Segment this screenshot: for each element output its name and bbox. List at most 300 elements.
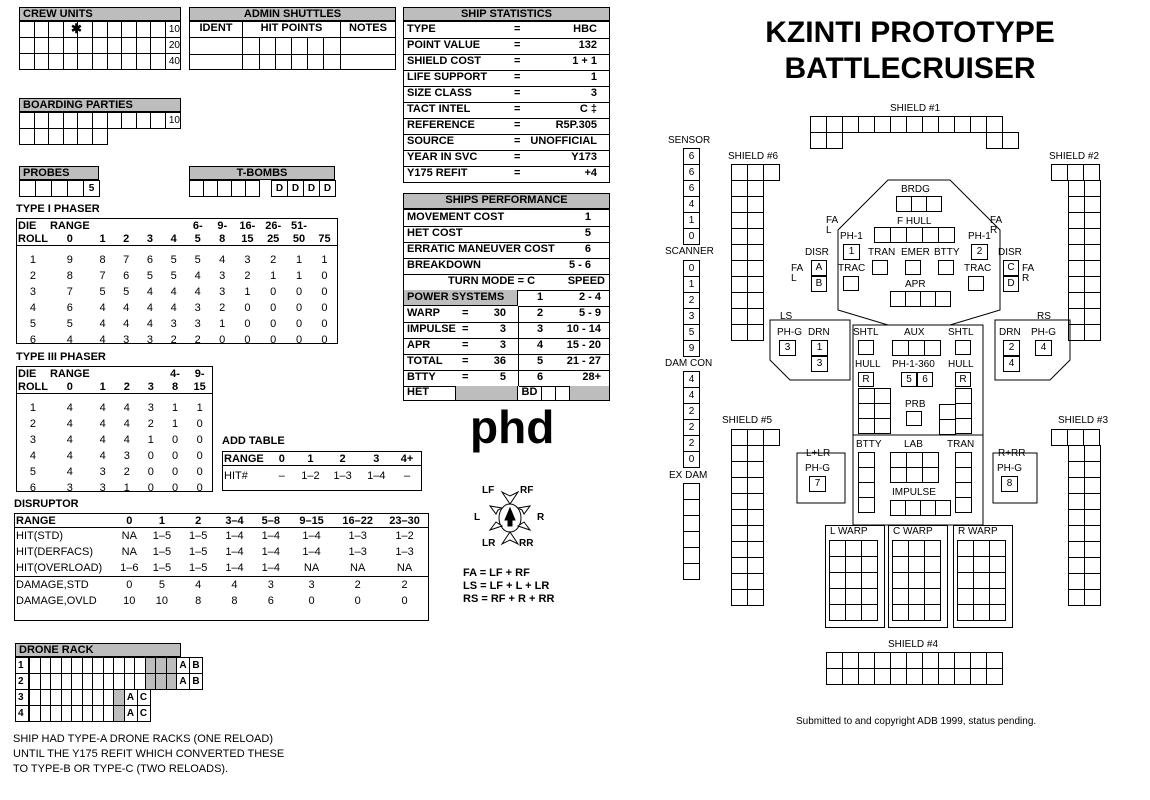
battery-lower-box[interactable]	[858, 467, 875, 483]
tractor-right-label: TRAC	[964, 263, 992, 274]
drone-3[interactable]: 3	[811, 356, 828, 372]
table-cell: 4	[194, 286, 201, 298]
table-cell: 4	[123, 302, 130, 314]
table-cell: 0	[270, 334, 277, 346]
table-cell: 1–3	[348, 546, 367, 558]
table-cell: 4	[66, 334, 73, 346]
table-cell: NA	[396, 562, 413, 574]
table-cell: 5	[194, 254, 201, 266]
hull-left-box[interactable]	[874, 418, 891, 434]
table-header-cell: 16-	[239, 219, 256, 232]
hull-left-r[interactable]: R	[858, 372, 874, 387]
center-warp-box[interactable]	[892, 588, 909, 605]
equals-sign: =	[514, 151, 521, 163]
table-header-cell: 5–8	[261, 514, 280, 527]
shuttle-left-label: SHTL	[853, 327, 879, 338]
type3-phaser-title: TYPE III PHASER	[16, 351, 106, 363]
boarding-parties-header: BOARDING PARTIES	[19, 98, 181, 112]
right-warp-box[interactable]	[989, 540, 1006, 557]
ship-stat-key: LIFE SUPPORT	[407, 71, 488, 83]
phaser-g-left-label: PH-G	[777, 327, 802, 338]
table-cell: 4	[194, 270, 201, 282]
right-warp-box[interactable]	[989, 572, 1006, 589]
table-cell: 0	[244, 334, 251, 346]
table-header-cell: 50	[292, 232, 306, 245]
transporter-box[interactable]	[872, 260, 888, 275]
table-cell: NA	[303, 562, 320, 574]
tbomb-dummy[interactable]: D	[287, 180, 304, 197]
right-warp-box[interactable]	[957, 556, 974, 573]
right-warp-box[interactable]	[973, 572, 990, 589]
tractor-left-label: TRAC	[838, 263, 866, 274]
aux-control-box[interactable]	[908, 340, 925, 356]
center-warp-box[interactable]	[908, 540, 925, 557]
ship-stat-key: POINT VALUE	[407, 39, 481, 51]
apr-box[interactable]	[920, 291, 936, 307]
scanner-box[interactable]: 0	[683, 260, 700, 277]
left-warp-box[interactable]	[845, 540, 862, 557]
impulse-box[interactable]	[905, 500, 921, 516]
drone-type-tag: A	[176, 673, 190, 690]
lab-box[interactable]	[922, 467, 939, 483]
drone-1[interactable]: 1	[811, 340, 828, 356]
table-header-cell: RANGE	[49, 219, 90, 232]
crew-row-label: 20	[165, 37, 181, 54]
table-cell: 4	[99, 450, 106, 462]
hull-left-box[interactable]	[874, 403, 891, 419]
aux-control-box[interactable]	[924, 340, 941, 356]
table-cell: 8	[99, 254, 106, 266]
table-header-cell: 15	[241, 232, 254, 245]
table-cell: 0	[171, 482, 179, 494]
battery-lower-box[interactable]	[858, 482, 875, 498]
table-cell: 1	[270, 270, 277, 282]
table-cell: 3	[194, 318, 201, 330]
table-cell: 8	[66, 270, 73, 282]
damage-control-box[interactable]: 2	[683, 419, 700, 436]
emergency-bridge-label: EMER	[901, 247, 930, 258]
impulse-box[interactable]	[890, 500, 906, 516]
table-cell: 0	[196, 434, 203, 446]
table-cell: 3	[244, 254, 251, 266]
drone-4[interactable]: 4	[1003, 356, 1020, 372]
shuttle-right-box[interactable]	[955, 340, 971, 355]
table-cell: 6	[29, 334, 37, 346]
table-header-cell: 0	[66, 380, 73, 393]
transporter-lower-box[interactable]	[955, 467, 972, 483]
table-cell: 3	[194, 302, 201, 314]
table-cell: 3	[308, 579, 315, 591]
table-cell: 4	[66, 434, 73, 446]
bridge-box[interactable]	[911, 196, 927, 212]
hull-right-box[interactable]	[939, 404, 956, 420]
table-cell: 4	[66, 418, 73, 430]
table-cell: 1–4	[302, 546, 321, 558]
transporter-label: TRAN	[868, 247, 896, 258]
table-cell: 7	[66, 286, 73, 298]
table-cell: 4	[146, 302, 153, 314]
left-warp-box[interactable]	[829, 540, 846, 557]
right-warp-box[interactable]	[957, 572, 974, 589]
table-header-cell: 1	[99, 232, 106, 245]
speed-row: 5 21 - 27	[519, 354, 609, 371]
battery-lower-box[interactable]	[858, 497, 875, 513]
compass-label-rf: RF	[520, 485, 534, 496]
right-warp-box[interactable]	[989, 604, 1006, 621]
tbomb-dummy[interactable]: D	[319, 180, 336, 197]
ph1-left-label: PH-1	[840, 231, 863, 242]
tbomb-dummy[interactable]: D	[303, 180, 320, 197]
equals-sign: =	[514, 87, 521, 99]
lab-box[interactable]	[890, 452, 907, 468]
apr-box[interactable]	[905, 291, 921, 307]
center-warp-box[interactable]	[924, 540, 941, 557]
bridge-box[interactable]	[926, 196, 942, 212]
scanner-box[interactable]: 5	[683, 324, 700, 341]
probe-launcher-box[interactable]	[906, 411, 922, 426]
transporter-lower-box[interactable]	[955, 497, 972, 513]
table-header-cell: 9-	[217, 219, 228, 232]
center-warp-box[interactable]	[924, 588, 941, 605]
table-cell: 2	[244, 270, 251, 282]
right-warp-box[interactable]	[973, 556, 990, 573]
shield-2-label: SHIELD #2	[1049, 151, 1100, 162]
table-cell: 1–5	[152, 530, 172, 542]
aux-control-box[interactable]	[892, 340, 909, 356]
impulse-box[interactable]	[935, 500, 951, 516]
ls-label: LS	[780, 311, 793, 322]
hull-right-r[interactable]: R	[955, 372, 971, 387]
sensor-box[interactable]: 6	[683, 180, 700, 197]
equals-sign: =	[514, 71, 521, 83]
table-cell: 2	[170, 334, 177, 346]
table-cell: 2	[270, 254, 277, 266]
compass-label-rr: RR	[519, 538, 534, 549]
right-warp-box[interactable]	[957, 540, 974, 557]
table-cell: 5	[66, 318, 73, 330]
equals-sign: =	[514, 55, 521, 67]
hull-left-box[interactable]	[858, 418, 875, 434]
damage-control-box[interactable]: 0	[683, 451, 700, 468]
table-cell: 1–3	[348, 530, 367, 542]
table-cell: DAMAGE,OVLD	[16, 595, 97, 607]
lab-box[interactable]	[922, 452, 939, 468]
table-cell: 1–5	[152, 546, 172, 558]
forward-hull-box[interactable]	[938, 227, 955, 243]
phaser-g-7[interactable]: 7	[809, 476, 826, 492]
table-cell: 1–5	[189, 562, 208, 574]
ship-stat-value: 1	[590, 71, 597, 83]
center-warp-box[interactable]	[908, 572, 925, 589]
damage-control-box[interactable]: 4	[683, 371, 700, 388]
center-warp-box[interactable]	[924, 572, 941, 589]
sensor-box[interactable]: 0	[683, 228, 700, 245]
tractor-left-box[interactable]	[843, 276, 859, 291]
phaser1-left[interactable]: 1	[843, 244, 860, 260]
left-warp-box[interactable]	[829, 572, 846, 589]
center-warp-box[interactable]	[924, 604, 941, 621]
tractor-right-box[interactable]	[968, 276, 984, 291]
disruptor-a[interactable]: A	[811, 260, 827, 276]
ship-title-line-2: BATTLECRUISER	[784, 52, 1036, 85]
table-cell: 4	[66, 466, 73, 478]
left-warp-box[interactable]	[845, 556, 862, 573]
left-warp-box[interactable]	[861, 588, 878, 605]
phaser1-right[interactable]: 2	[971, 244, 988, 260]
disruptor-c[interactable]: C	[1003, 260, 1019, 276]
table-cell: 1	[295, 270, 303, 282]
hull-left-box[interactable]	[858, 403, 875, 419]
disruptor-b[interactable]: B	[811, 276, 827, 292]
transporter-lower-label: TRAN	[947, 439, 975, 450]
center-warp-box[interactable]	[892, 556, 909, 573]
right-warp-box[interactable]	[989, 588, 1006, 605]
table-cell: 0	[196, 466, 203, 478]
left-warp-box[interactable]	[861, 556, 878, 573]
power-row: TOTAL = 36	[404, 354, 518, 371]
scanner-box[interactable]: 1	[683, 276, 700, 293]
disruptor-left-label: DISR	[805, 247, 829, 258]
sensor-box[interactable]: 6	[683, 164, 700, 181]
table-cell: 5	[123, 286, 130, 298]
table-cell: 0	[295, 302, 303, 314]
center-warp-box[interactable]	[892, 572, 909, 589]
left-warp-box[interactable]	[829, 604, 846, 621]
shield-4-label: SHIELD #4	[888, 639, 939, 650]
forward-hull-box[interactable]	[906, 227, 923, 243]
lab-box[interactable]	[890, 467, 907, 483]
hull-left-box[interactable]	[874, 388, 891, 404]
phaser-g-right[interactable]: 4	[1035, 340, 1052, 356]
table-header-cell: RANGE	[16, 514, 56, 527]
crew-units-header: CREW UNITS	[19, 7, 181, 21]
impulse-label: IMPULSE	[892, 487, 936, 498]
phaser-g-left[interactable]: 3	[779, 340, 796, 356]
ship-statistics-header: SHIP STATISTICS	[403, 7, 610, 21]
ship-stat-key: YEAR IN SVC	[407, 151, 478, 163]
bridge-box[interactable]	[896, 196, 912, 212]
battery-lower-box[interactable]	[858, 452, 875, 468]
table-cell: 0	[321, 286, 328, 298]
table-header-cell: 8	[219, 232, 226, 245]
damage-control-label: DAM CON	[665, 358, 713, 369]
table-cell: 2	[354, 579, 361, 591]
table-header-cell: 1	[99, 380, 106, 393]
hull-right-box[interactable]	[955, 418, 972, 434]
left-warp-box[interactable]	[861, 540, 878, 557]
scanner-box[interactable]: 9	[683, 340, 700, 357]
center-warp-box[interactable]	[924, 556, 941, 573]
left-warp-box[interactable]	[829, 588, 846, 605]
sensor-box[interactable]: 6	[683, 148, 700, 165]
battery-box[interactable]	[938, 260, 954, 275]
power-systems-header: POWER SYSTEMS	[404, 290, 518, 306]
table-header-cell: DIE	[18, 219, 37, 232]
table-cell: 4	[146, 318, 153, 330]
lab-box[interactable]	[906, 452, 923, 468]
table-header-cell: 0	[278, 452, 285, 465]
right-warp-box[interactable]	[973, 604, 990, 621]
compass-label-r: R	[537, 512, 545, 523]
performance-row: HET COST 5	[404, 226, 609, 243]
table-header-cell: 2	[339, 452, 346, 465]
equals-sign: =	[514, 167, 521, 179]
right-warp-box[interactable]	[957, 588, 974, 605]
center-warp-box[interactable]	[908, 588, 925, 605]
ship-stat-value: +4	[584, 167, 597, 179]
ship-stat-key: TACT INTEL	[407, 103, 471, 115]
table-cell: DAMAGE,STD	[16, 579, 89, 591]
drone-note-line-1: SHIP HAD TYPE-A DRONE RACKS (ONE RELOAD)	[13, 733, 273, 745]
forward-hull-box[interactable]	[922, 227, 939, 243]
impulse-box[interactable]	[920, 500, 936, 516]
fa-r-side-label: FA R	[1022, 263, 1035, 284]
table-cell: 1–4	[225, 546, 244, 558]
speed-row: 3 10 - 14	[519, 322, 609, 339]
compass-label-lf: LF	[482, 485, 495, 496]
table-header-cell: 0	[66, 232, 73, 245]
table-header-cell: 6-	[192, 219, 203, 232]
table-cell: 4	[219, 254, 226, 266]
table-cell: 4	[29, 302, 37, 314]
equals-sign: =	[514, 23, 521, 35]
table-cell: 0	[147, 466, 154, 478]
left-warp-box[interactable]	[845, 588, 862, 605]
drone-right-label: DRN	[999, 327, 1021, 338]
transporter-lower-box[interactable]	[955, 452, 972, 468]
battery-lower-label: BTTY	[856, 439, 882, 450]
transporter-lower-box[interactable]	[955, 482, 972, 498]
performance-row: ERRATIC MANEUVER COST 6	[404, 242, 609, 259]
apr-box[interactable]	[890, 291, 906, 307]
sensor-box[interactable]: 1	[683, 212, 700, 229]
table-cell: 8	[195, 595, 202, 607]
table-cell: NA	[121, 546, 137, 558]
table-cell: 0	[126, 579, 133, 591]
table-cell: 1	[123, 482, 130, 494]
table-cell: 4	[231, 579, 238, 591]
damage-control-box[interactable]: 2	[683, 435, 700, 452]
drone-type-tag: B	[189, 673, 203, 690]
table-cell: 0	[171, 434, 179, 446]
right-warp-box[interactable]	[973, 540, 990, 557]
center-warp-box[interactable]	[908, 604, 925, 621]
table-cell: 8	[231, 595, 238, 607]
center-warp-box[interactable]	[908, 556, 925, 573]
ph1-right-label: PH-1	[968, 231, 991, 242]
ship-stat-key: SIZE CLASS	[407, 87, 472, 99]
left-warp-box[interactable]	[829, 556, 846, 573]
left-warp-box[interactable]	[861, 572, 878, 589]
phaser-g-8-label: PH-G	[997, 463, 1022, 474]
table-cell: 1–4	[261, 546, 280, 558]
ship-stat-value: UNOFFICIAL	[530, 135, 597, 147]
damage-control-box[interactable]: 2	[683, 403, 700, 420]
table-cell: 0	[147, 450, 154, 462]
table-cell: 5	[146, 270, 153, 282]
right-warp-box[interactable]	[957, 604, 974, 621]
lab-box[interactable]	[906, 467, 923, 483]
table-cell: 6	[29, 482, 37, 494]
table-cell: 1–4	[225, 562, 244, 574]
table-header-cell: 23–30	[389, 514, 420, 527]
table-cell: 1–6	[120, 562, 139, 574]
table-header-cell: RANGE	[49, 367, 90, 380]
shuttle-col-notes: NOTES	[341, 22, 395, 38]
hull-left-box[interactable]	[858, 388, 875, 404]
table-cell: 2	[123, 466, 130, 478]
fa-l-label: FA L	[826, 215, 839, 236]
table-header-cell: 26-	[265, 219, 282, 232]
damage-control-box[interactable]: 4	[683, 387, 700, 404]
table-cell: 4	[99, 318, 106, 330]
table-header-cell: 3	[146, 232, 153, 245]
forward-hull-box[interactable]	[890, 227, 907, 243]
scanner-box[interactable]: 2	[683, 292, 700, 309]
left-warp-box[interactable]	[845, 572, 862, 589]
ship-stat-value: R5P.305	[555, 119, 597, 131]
sensor-box[interactable]: 4	[683, 196, 700, 213]
table-header-cell: 9-	[194, 367, 205, 380]
table-cell: 4	[29, 450, 37, 462]
table-cell: 0	[401, 595, 408, 607]
table-cell: 4	[123, 402, 130, 414]
arc-def-ls: LS = LF + L + LR	[463, 580, 550, 592]
tbomb-dummy[interactable]: D	[271, 180, 288, 197]
table-header-cell: 3	[147, 380, 154, 393]
speed-row: 2 5 - 9	[519, 306, 609, 323]
rs-label: RS	[1037, 311, 1051, 322]
phaser1-6[interactable]: 6	[917, 372, 933, 387]
phaser-g-8[interactable]: 8	[1001, 476, 1018, 492]
equals-sign: =	[514, 135, 521, 147]
apr-box[interactable]	[935, 291, 951, 307]
left-warp-box[interactable]	[861, 604, 878, 621]
table-cell: 0	[321, 334, 328, 346]
drone-type-tag: A	[124, 705, 138, 722]
table-cell: 1	[295, 254, 303, 266]
table-header-cell: RANGE	[224, 452, 264, 465]
table-cell: HIT(OVERLOAD)	[16, 562, 103, 574]
forward-hull-label: F HULL	[897, 216, 932, 227]
left-warp-box[interactable]	[845, 604, 862, 621]
phaser1-5[interactable]: 5	[901, 372, 917, 387]
center-warp-box[interactable]	[892, 604, 909, 621]
right-warp-box[interactable]	[973, 588, 990, 605]
ship-title-line-1: KZINTI PROTOTYPE	[765, 16, 1055, 49]
arc-def-rs: RS = RF + R + RR	[463, 593, 555, 605]
scanner-box[interactable]: 3	[683, 308, 700, 325]
ship-stat-key: SOURCE	[407, 135, 455, 147]
hull-right-box[interactable]	[955, 403, 972, 419]
right-warp-box[interactable]	[989, 556, 1006, 573]
forward-hull-box[interactable]	[874, 227, 891, 243]
hull-right-box[interactable]	[955, 388, 972, 404]
shuttle-left-box[interactable]	[858, 340, 874, 355]
hull-right-box[interactable]	[939, 419, 956, 435]
emergency-box[interactable]	[905, 260, 921, 275]
table-cell: 3	[219, 270, 226, 282]
table-cell: 1	[219, 318, 226, 330]
table-header-cell: 5	[194, 232, 201, 245]
table-cell: 0	[196, 482, 203, 494]
probe-count[interactable]: 5	[83, 180, 100, 197]
center-warp-box[interactable]	[892, 540, 909, 557]
drone-2[interactable]: 2	[1003, 340, 1020, 356]
table-cell: –	[404, 470, 411, 482]
table-cell: 0	[270, 302, 277, 314]
disruptor-d[interactable]: D	[1003, 276, 1019, 292]
